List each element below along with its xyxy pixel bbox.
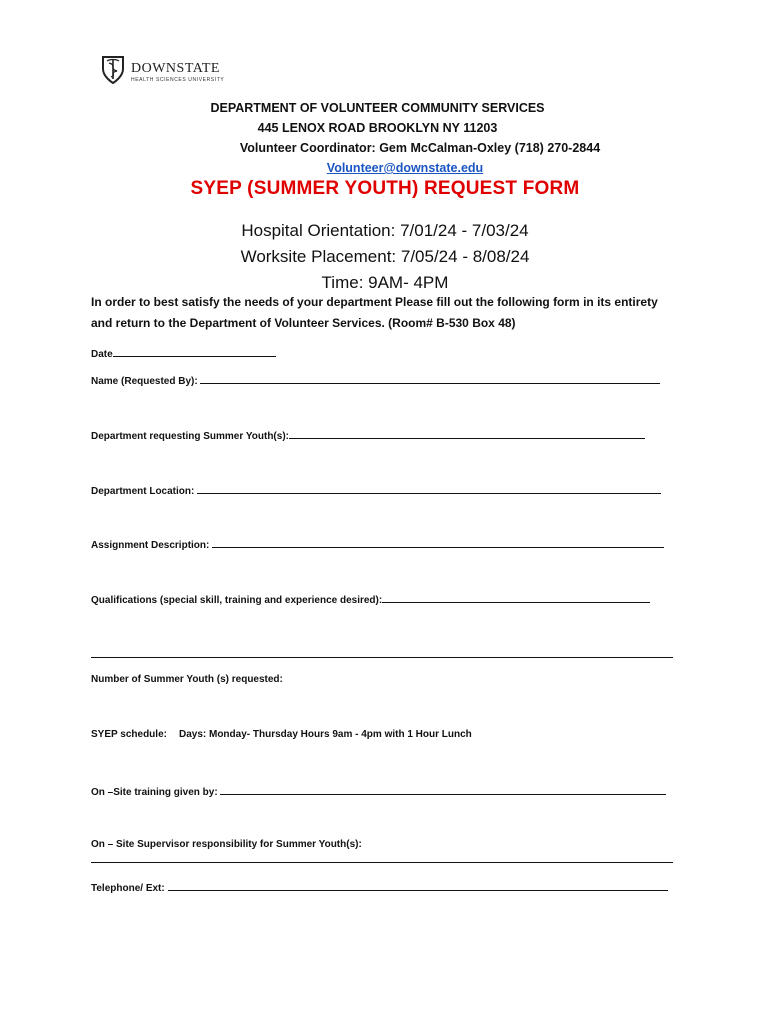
logo-name: DOWNSTATE bbox=[131, 61, 220, 76]
number-field bbox=[91, 674, 283, 685]
qualifications-label: Qualifications (special skill, training and experience desired): bbox=[91, 595, 383, 606]
department-name: DEPARTMENT OF VOLUNTEER COMMUNITY SERVICES bbox=[210, 101, 545, 115]
assignment-label: Assignment Description: bbox=[91, 540, 213, 551]
placement-dates: Worksite Placement: 7/05/24 - 8/08/24 bbox=[240, 247, 530, 266]
address: 445 LENOX ROAD BROOKLYN NY 11203 bbox=[257, 121, 498, 135]
requested-by-input[interactable] bbox=[200, 373, 660, 384]
requested-by-label: Name (Requested By): bbox=[91, 376, 201, 387]
supervisor-label: On – Site Supervisor responsibility for Summer Youth(s): bbox=[91, 839, 362, 850]
training-input[interactable] bbox=[220, 784, 666, 795]
location-input[interactable] bbox=[197, 483, 661, 494]
time-range: Time: 9AM- 4PM bbox=[321, 273, 449, 292]
supervisor-continuation bbox=[91, 852, 673, 866]
syep-schedule-value: Days: Monday- Thursday Hours 9am - 4pm with 1 Hour Lunch bbox=[178, 729, 472, 740]
qualifications-input-line-2[interactable] bbox=[91, 647, 673, 658]
location-field bbox=[91, 483, 661, 497]
number-label: Number of Summer Youth (s) requested: bbox=[91, 674, 283, 685]
form-title: SYEP (SUMMER YOUTH) REQUEST FORM bbox=[190, 178, 580, 199]
requested-by-field bbox=[91, 373, 660, 387]
schedule-block bbox=[0, 218, 770, 296]
logo-subtitle: HEALTH SCIENCES UNIVERSITY bbox=[131, 77, 225, 83]
assignment-input[interactable] bbox=[212, 537, 664, 548]
supervisor-field bbox=[91, 839, 362, 850]
training-field bbox=[91, 784, 666, 798]
caduceus-shield-icon bbox=[100, 55, 126, 85]
qualifications-field bbox=[91, 592, 650, 606]
date-field bbox=[91, 346, 276, 360]
telephone-field bbox=[91, 880, 668, 894]
qualifications-continuation bbox=[91, 647, 673, 661]
department-label: Department requesting Summer Youth(s): bbox=[91, 431, 289, 442]
location-label: Department Location: bbox=[91, 486, 198, 497]
supervisor-input[interactable] bbox=[91, 852, 673, 863]
assignment-field bbox=[91, 537, 664, 551]
syep-schedule-field bbox=[91, 729, 472, 740]
orientation-dates: Hospital Orientation: 7/01/24 - 7/03/24 bbox=[241, 221, 529, 240]
department-field bbox=[91, 428, 645, 442]
date-label: Date bbox=[91, 349, 113, 360]
department-input[interactable] bbox=[289, 428, 645, 439]
syep-schedule-label: SYEP schedule: bbox=[91, 729, 167, 740]
instructions: In order to best satisfy the needs of your department Please fill out the following form in its entirety and return to the Department of Volunteer Services. (Room# B-530 Box 48) bbox=[91, 295, 658, 330]
coordinator: Volunteer Coordinator: Gem McCalman-Oxley (718) 270-2844 bbox=[239, 141, 601, 155]
telephone-label: Telephone/ Ext: bbox=[91, 883, 168, 894]
qualifications-input[interactable] bbox=[382, 592, 650, 603]
date-input[interactable] bbox=[113, 346, 276, 357]
telephone-input[interactable] bbox=[168, 880, 668, 891]
email-link[interactable]: Volunteer@downstate.edu bbox=[326, 161, 484, 175]
downstate-logo bbox=[100, 55, 240, 91]
letterhead bbox=[0, 98, 770, 178]
training-label: On –Site training given by: bbox=[91, 787, 221, 798]
